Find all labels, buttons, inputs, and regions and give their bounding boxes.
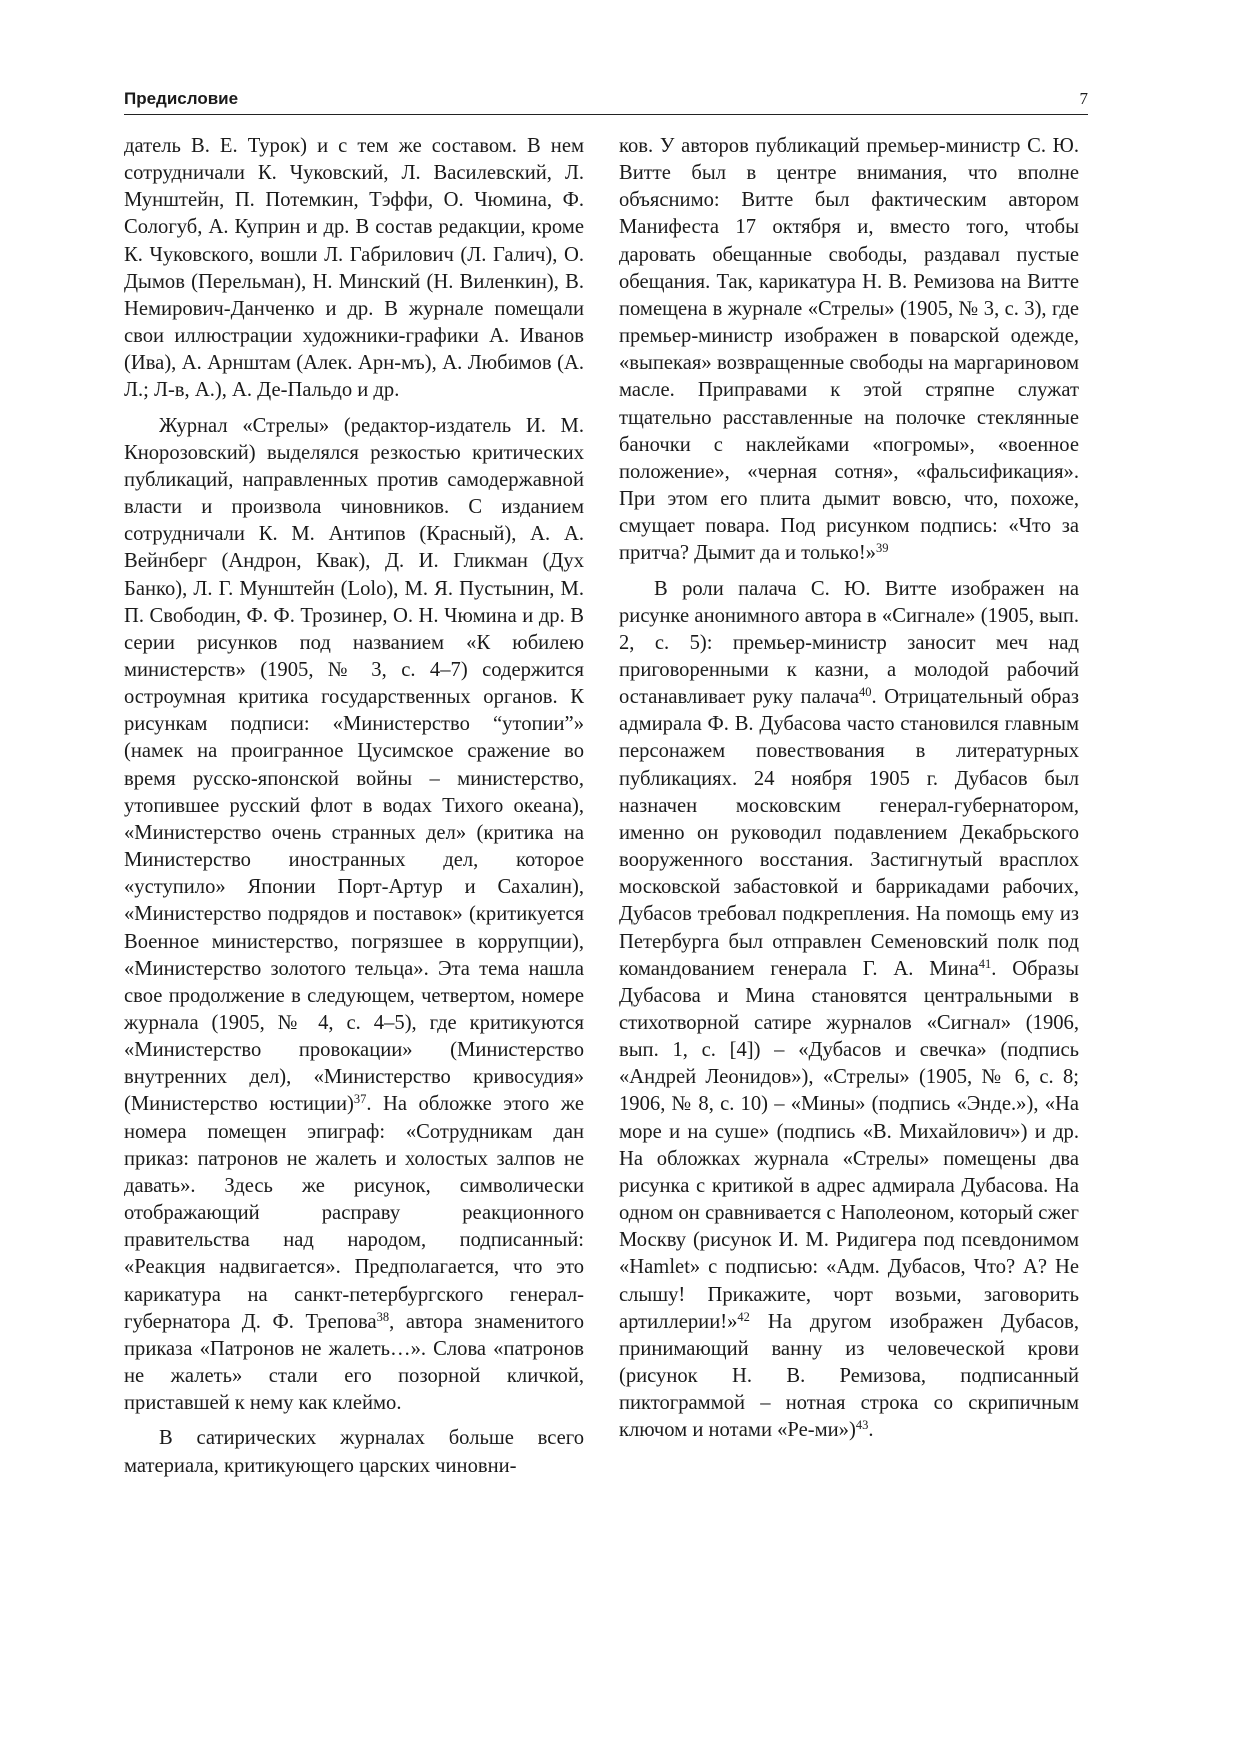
footnote-ref: 39 [875, 541, 889, 556]
right-column [619, 133, 1079, 1453]
paragraph-text: Журнал «Стрелы» (редактор-издатель И. М. Кнорозовский) выделялся резкостью критических публикаций, направленных против самодержавной власти и произвола чиновников. С изданием сотрудничали К. М. Антипов (Красный), А. А. Вейнберг (Андрон, Квак), Д. И. Гликман (Дух Банко), Л. Г. Мунштейн (Lolo), М. Я. Пустынин, М. П. Свободин, Ф. Ф. Трозинер, О. Н. Чюмина и др. В серии рисунков под названием «К юбилею министерств» (1905, № 3, с. 4–7) содержится остроумная критика государственных органов. К рисункам подписи: «Министерство “утопии”» (намек на проигранное Цусимское сражение во время русско-японской войны – министерство, утопившее русский флот в водах Тихого океана), «Министерство очень странных дел» (критика на Министерство иностранных дел, которое «уступило» Японии Порт-Артур и Сахалин), «Министерство подрядов и поставок» (критикуется Военное министерство, погрязшее в коррупции), «Министерство золотого тельца». Эта тема нашла свое продолжение в следующем, четвертом, номере журнала (1905, № 4, с. 4–5), где критикуются «Министерство провокации» (Министерство внутренних дел), «Министерство кривосудия» (Министерство юстиции) [124, 414, 584, 1116]
footnote-ref: 43 [855, 1418, 869, 1433]
footnote-ref: 42 [737, 1309, 750, 1324]
paragraph [619, 576, 1079, 1445]
running-header [124, 88, 1088, 115]
paragraph-text: В роли палача С. Ю. Витте изображен на рисунке анонимного автора в «Сигнале» (1905, вып. 2, с. 5): премьер-министр заносит меч над приговоренными к казни, а молодой рабочий останавливает руку палача [619, 577, 1079, 709]
paragraph-text: , автора знаменитого приказа «Патронов не жалеть…». Слова «патронов не жалеть» стали его позорной кличкой, приставшей к нему как клеймо. [124, 1310, 584, 1415]
page-number: 7 [1079, 89, 1088, 108]
footnote-ref: 37 [353, 1092, 367, 1107]
footnote-ref: 40 [859, 685, 872, 700]
paragraph [124, 413, 584, 1418]
paragraph [124, 1425, 584, 1479]
paragraph [124, 133, 584, 405]
paragraph-text: ков. У авторов публикаций премьер-министр С. Ю. Витте был в центре внимания, что вполне объяснимо: Витте был фактическим автором Манифеста 17 октября и, вместо того, чтобы даровать обещанные свободы, раздавал пустые обещания. Так, карикатура Н. В. Ремизова на Витте помещена в журнале «Стрелы» (1905, № 3, с. 3), где премьер-министр изображен в поварской одежде, «выпекая» возвращенные свободы на маргариновом масле. Приправами к этой стряпне служат тщательно расставленные на полочке стеклянные баночки с наклейками «погромы», «военное положение», «черная сотня», «фальсификация». При этом его плита дымит вовсю, что, похоже, смущает повара. Под рисунком подпись: «Что за притча? Дымит да и только!» [619, 135, 1079, 565]
paragraph [619, 133, 1079, 568]
section-title: Предисловие [124, 89, 239, 108]
paragraph-text: В сатирических журналах больше всего материала, критикующего царских чиновни- [124, 1427, 584, 1477]
paragraph-text: . На обложке этого же номера помещен эпиграф: «Сотрудникам дан приказ: патронов не жалеть и холостых залпов не давать». Здесь же рисунок, символически отображающий расправу реакционного правительства над народом, подписанный: «Реакция надвигается». Предполагается, что это карикатура на санкт-петербургского генерал-губернатора Д. Ф. Трепова [124, 1093, 584, 1333]
left-column [124, 133, 584, 1488]
paragraph-text: . Отрицательный образ адмирала Ф. В. Дубасова часто становился главным персонажем повествования в литературных публикациях. 24 ноября 1905 г. Дубасов был назначен московским генерал-губернатором, именно он руководил подавлением Декабрьского вооруженного восстания. Застигнутый врасплох московской забастовкой и баррикадами рабочих, Дубасов требовал подкрепления. На помощь ему из Петербурга был отправлен Семеновский полк под командованием генерала Г. А. Мина [619, 686, 1079, 980]
paragraph-text: . [868, 1419, 874, 1442]
footnote-ref: 38 [376, 1309, 390, 1324]
paragraph-text: датель В. Е. Турок) и с тем же составом. В нем сотрудничали К. Чуковский, Л. Василевский, Л. Мунштейн, П. Потемкин, Тэффи, О. Чюмина, Ф. Сологуб, А. Куприн и др. В состав редакции, кроме К. Чуковского, вошли Л. Габрилович (Л. Галич), О. Дымов (Перельман), Н. Минский (Н. Виленкин), В. Немирович-Данченко и др. В журнале помещали свои иллюстрации художники-графики А. Иванов (Ива), А. Арнштам (Алек. Арн-мъ), А. Любимов (А. Л.; Л-в, А.), А. Де-Пальдо и др. [124, 135, 584, 402]
paragraph-text: . Образы Дубасова и Мина становятся центральными в стихотворной сатире журналов «Сигнал» (1906, вып. 1, с. [4]) – «Дубасов и свечка» (подпись «Андрей Леонидов»), «Стрелы» (1905, № 6, с. 8; 1906, № 8, с. 10) – «Мины» (подпись «Энде.»), «На море и на суше» (подпись «В. Михайлович») и др. На обложках журнала «Стрелы» помещены два рисунка с критикой в адрес адмирала Дубасова. На одном он сравнивается с Наполеоном, который сжег Москву (рисунок И. М. Ридигера под псевдонимом «Hamlet» с подписью: «Адм. Дубасов, Что? А? Не слышу! Прикажите, чорт возьми, заговорить артиллерии!» [619, 957, 1079, 1333]
paragraph-text: На другом изображен Дубасов, принимающий ванну из человеческой крови (рисунок Н. В. Ремизова, подписанный пиктограммой – нотная строка со скрипичным ключом и нотами «Ре-ми») [619, 1310, 1079, 1442]
footnote-ref: 41 [978, 956, 992, 971]
